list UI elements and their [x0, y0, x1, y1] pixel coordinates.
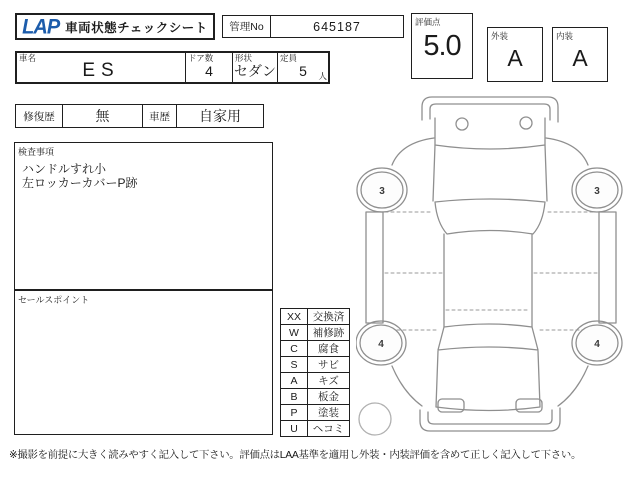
- front-right-fender: [546, 138, 588, 165]
- doors-label: ドア数: [188, 53, 214, 63]
- legend-label: 塗装: [308, 405, 350, 421]
- rear-window: [438, 324, 538, 350]
- repair-history-value: 無: [63, 105, 143, 127]
- score-value: 5.0: [423, 30, 461, 62]
- doors-cell: [186, 53, 233, 82]
- car-usage-label: 車歴: [143, 105, 177, 127]
- inspection-label: 検査事項: [18, 147, 55, 157]
- sales-point-text: [15, 306, 272, 310]
- lap-logo: LAP: [22, 14, 60, 39]
- legend-label: サビ: [308, 357, 350, 373]
- vehicle-info-table: [15, 51, 330, 84]
- doors-value: 4: [205, 63, 213, 80]
- capacity-cell: [278, 53, 328, 82]
- front-right-wheel-mark: 3: [594, 186, 600, 197]
- score-box: [411, 13, 473, 79]
- manage-no-box: [222, 15, 404, 38]
- right-sill-panel: [599, 212, 616, 323]
- legend-label: キズ: [308, 373, 350, 389]
- inspection-line: 左ロッカーカバーP跡: [22, 176, 138, 191]
- legend-code: XX: [281, 309, 308, 325]
- rear-right-wheel: [572, 321, 622, 365]
- exterior-value: A: [507, 45, 523, 71]
- washer-mark-left: [456, 118, 468, 130]
- front-bumper-inner: [430, 104, 550, 120]
- car-usage-value: 自家用: [199, 108, 241, 124]
- legend-label: ヘコミ: [308, 421, 350, 437]
- legend-label: 腐食: [308, 341, 350, 357]
- legend-code: S: [281, 357, 308, 373]
- car-name-label: 車名: [19, 53, 37, 63]
- legend-code: P: [281, 405, 308, 421]
- legend-row: [281, 325, 350, 341]
- spare-tire-circle: [359, 403, 391, 435]
- roof: [444, 234, 532, 327]
- interior-value: A: [572, 45, 588, 71]
- rear-left-wheel: [356, 321, 406, 365]
- shape-label: 形状: [235, 53, 253, 63]
- sheet-title: 車両状態チェックシート: [65, 20, 208, 35]
- hood: [433, 145, 547, 201]
- legend-label: 板金: [308, 389, 350, 405]
- rear-left-fender: [392, 366, 422, 406]
- legend-code: W: [281, 325, 308, 341]
- shape-value: セダン: [233, 63, 277, 80]
- condition-legend-table: [280, 308, 350, 437]
- history-table: [15, 104, 264, 128]
- front-panel: [435, 118, 545, 149]
- windshield: [435, 199, 545, 234]
- legend-row: [281, 373, 350, 389]
- exterior-label: 外装: [491, 31, 509, 41]
- front-left-fender: [392, 138, 434, 165]
- manage-no-value: 645187: [313, 19, 361, 34]
- legend-row: [281, 389, 350, 405]
- legend-code: B: [281, 389, 308, 405]
- footer-note: ※撮影を前提に大きく読みやすく記入して下さい。評価点はLAA基準を適用し外装・内装評価を含めて正しく記入して下さい。: [9, 450, 582, 461]
- legend-row: [281, 421, 350, 437]
- manage-no-label: 管理No: [223, 16, 271, 37]
- car-name-cell: [17, 53, 186, 82]
- shape-cell: [233, 53, 278, 82]
- front-right-wheel: [572, 168, 622, 212]
- legend-code: C: [281, 341, 308, 357]
- legend-label: 補修跡: [308, 325, 350, 341]
- front-left-wheel: [357, 168, 407, 212]
- inspection-line: ハンドルすれ小: [22, 162, 107, 176]
- legend-label: 交換済: [308, 309, 350, 325]
- exterior-grade-box: [487, 27, 543, 82]
- legend-code: A: [281, 373, 308, 389]
- legend-row: [281, 357, 350, 373]
- score-label: 評価点: [415, 17, 441, 27]
- rear-right-fender: [558, 366, 588, 406]
- capacity-label: 定員: [280, 53, 298, 63]
- rear-left-wheel-mark: 4: [378, 339, 384, 350]
- washer-mark-right: [520, 117, 532, 129]
- left-sill-panel: [366, 212, 383, 323]
- sales-point-box: [14, 290, 273, 435]
- sheet-title-box: [15, 13, 215, 40]
- trunk: [436, 351, 540, 411]
- front-left-wheel-mark: 3: [379, 186, 385, 197]
- legend-code: U: [281, 421, 308, 437]
- car-name-value: ES: [82, 60, 120, 82]
- repair-history-label: 修復歴: [16, 105, 63, 127]
- inspection-box: [14, 142, 273, 290]
- front-bumper: [422, 97, 558, 122]
- panel-seam-lines: [385, 212, 597, 330]
- rear-right-wheel-mark: 4: [594, 339, 600, 350]
- sales-point-label: セールスポイント: [18, 295, 90, 305]
- legend-row: [281, 405, 350, 421]
- legend-row: [281, 309, 350, 325]
- legend-row: [281, 341, 350, 357]
- capacity-unit: 人: [318, 71, 327, 81]
- car-condition-diagram: [356, 93, 638, 445]
- inspection-notes: [15, 158, 272, 191]
- interior-grade-box: [552, 27, 608, 82]
- tail-lamp-right: [516, 399, 542, 412]
- capacity-value: 5: [299, 63, 307, 80]
- interior-label: 内装: [556, 31, 574, 41]
